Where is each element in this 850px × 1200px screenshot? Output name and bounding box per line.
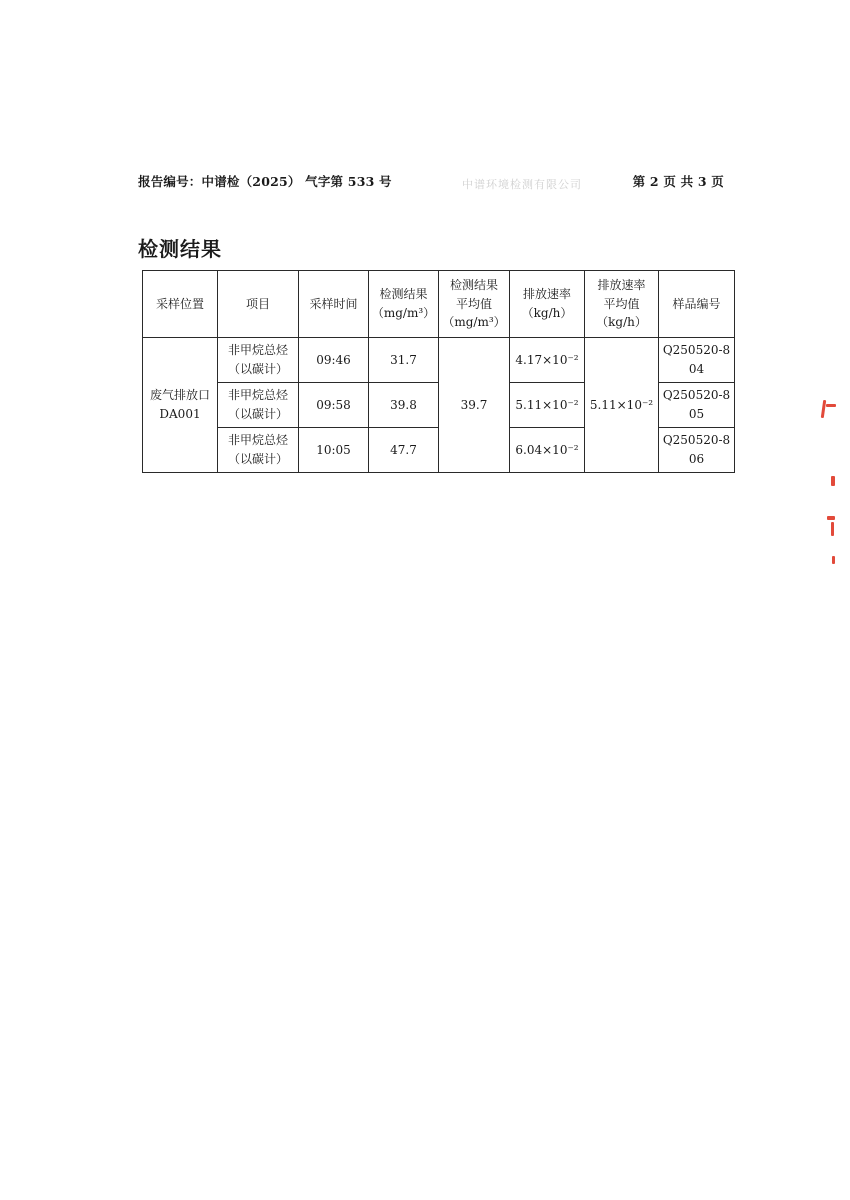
report-number: 报告编号：中谱检（2025） 气字第 533 号	[138, 174, 392, 189]
cell-rate: 4.17×10⁻²	[510, 338, 585, 383]
header-location: 采样位置	[143, 271, 218, 338]
header-emission-rate: 排放速率 （kg/h）	[510, 271, 585, 338]
cell-rate-average: 5.11×10⁻²	[585, 338, 659, 473]
header-time: 采样时间	[299, 271, 369, 338]
cell-item: 非甲烷总烃（以碳计）	[218, 338, 299, 383]
cell-result: 39.8	[369, 383, 439, 428]
cell-time: 09:58	[299, 383, 369, 428]
cell-sample-id: Q250520-806	[659, 428, 735, 473]
header-result-average: 检测结果 平均值 （mg/m³）	[439, 271, 510, 338]
results-table	[142, 270, 735, 473]
cell-result: 31.7	[369, 338, 439, 383]
cell-time: 09:46	[299, 338, 369, 383]
cell-sample-id: Q250520-805	[659, 383, 735, 428]
cell-result-average: 39.7	[439, 338, 510, 473]
table-header-row	[143, 271, 735, 338]
cell-item: 非甲烷总烃（以碳计）	[218, 428, 299, 473]
faint-company-text: 中谱环境检测有限公司	[462, 178, 582, 191]
header-sample-id: 样品编号	[659, 271, 735, 338]
cell-item: 非甲烷总烃（以碳计）	[218, 383, 299, 428]
page-indicator: 第 2 页 共 3 页	[632, 174, 724, 189]
cell-rate: 6.04×10⁻²	[510, 428, 585, 473]
cell-sample-id: Q250520-804	[659, 338, 735, 383]
report-header	[138, 172, 724, 190]
header-emission-rate-average: 排放速率 平均值 （kg/h）	[585, 271, 659, 338]
cell-rate: 5.11×10⁻²	[510, 383, 585, 428]
header-result: 检测结果 （mg/m³）	[369, 271, 439, 338]
header-item: 项目	[218, 271, 299, 338]
cell-location: 废气排放口 DA001	[143, 338, 218, 473]
cell-result: 47.7	[369, 428, 439, 473]
cell-time: 10:05	[299, 428, 369, 473]
section-title: 检测结果	[138, 237, 222, 261]
table-row	[143, 338, 735, 383]
